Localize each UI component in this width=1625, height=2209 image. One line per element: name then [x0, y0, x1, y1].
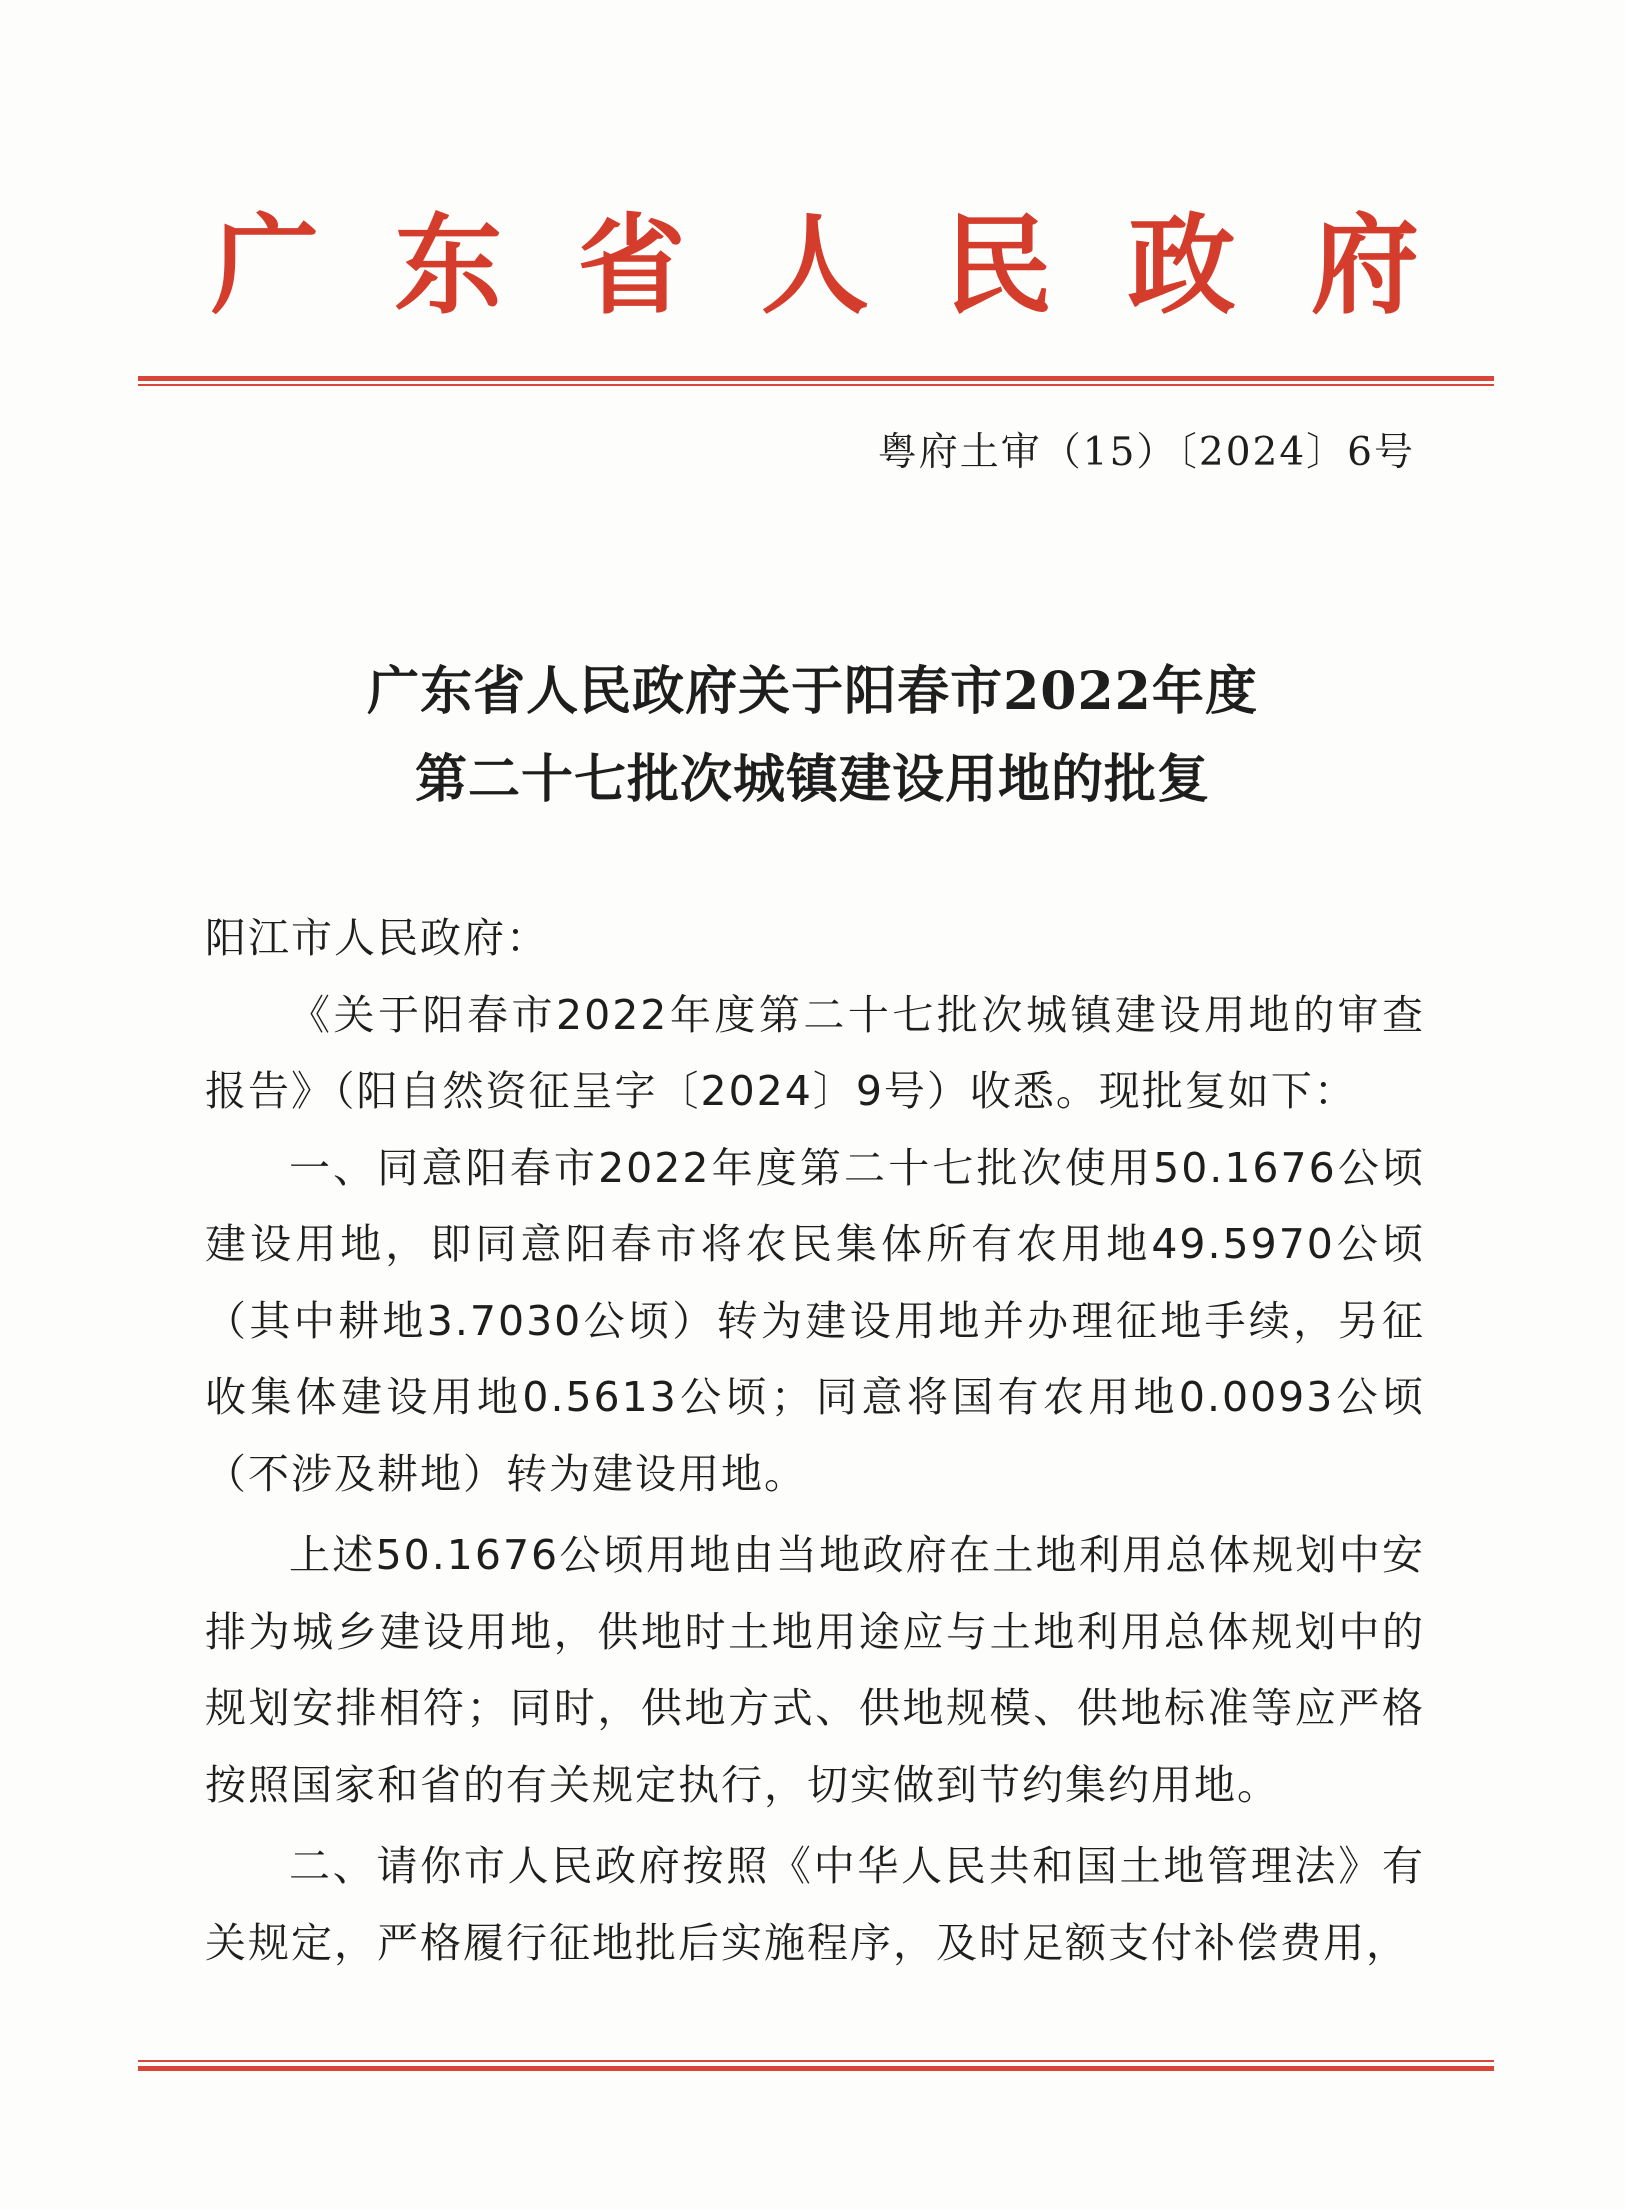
addressee: 阳江市人民政府： — [205, 914, 549, 962]
letterhead-issuer — [200, 196, 1430, 336]
footer-divider — [138, 2066, 1494, 2071]
letterhead-char: 人 — [760, 203, 869, 329]
letterhead-char: 政 — [1127, 203, 1236, 329]
body-paragraph: 一、同意阳春市2022年度第二十七批次使用50.1676公顷建设用地，即同意阳春市将农民集体所有农用地49.5970公顷（其中耕地3.7030公顷）转为建设用地并办理征地手续，另征收集体建设用地0.5613公顷；同意将国有农用地0.0093公顷（不涉及耕地）转为建设用地。 — [205, 1143, 1425, 1498]
footer-divider-thin — [138, 2060, 1494, 2062]
document-body — [205, 900, 1425, 1981]
body-paragraph: 《关于阳春市2022年度第二十七批次城镇建设用地的审查报告》（阳自然资征呈字〔2024〕9号）收悉。现批复如下： — [205, 990, 1425, 1115]
letterhead-char: 民 — [944, 203, 1053, 329]
title-line-2: 第二十七批次城镇建设用地的批复 — [414, 749, 1210, 810]
title-line-1: 广东省人民政府关于阳春市2022年度 — [367, 661, 1258, 722]
document-number: 粤府土审（15）〔2024〕6号 — [877, 430, 1415, 475]
body-paragraph: 二、请你市人民政府按照《中华人民共和国土地管理法》有关规定，严格履行征地批后实施程序，及时足额支付补偿费用， — [205, 1842, 1425, 1967]
letterhead-divider-thin — [138, 384, 1494, 386]
letterhead-char: 广 — [210, 203, 319, 329]
letterhead-char: 东 — [394, 203, 503, 329]
letterhead-char: 府 — [1310, 203, 1419, 329]
letterhead-divider — [138, 376, 1494, 381]
body-paragraph: 上述50.1676公顷用地由当地政府在土地利用总体规划中安排为城乡建设用地，供地时土地用途应与土地利用总体规划中的规划安排相符；同时，供地方式、供地规模、供地标准等应严格按照国家和省的有关规定执行，切实做到节约集约用地。 — [205, 1531, 1425, 1809]
letterhead-char: 省 — [577, 203, 686, 329]
document-title — [0, 648, 1625, 824]
